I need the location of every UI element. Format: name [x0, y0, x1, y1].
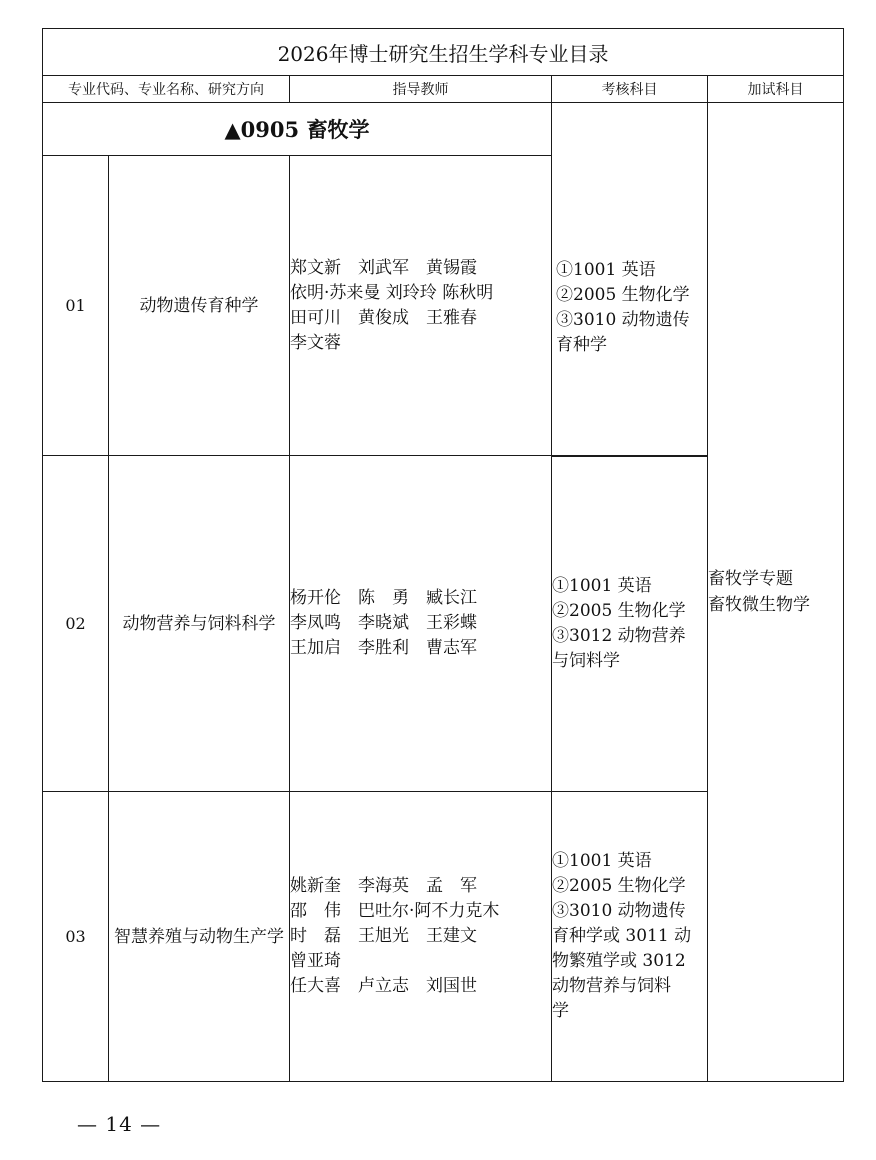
exam-line: 育种学或 3011 动 — [552, 926, 692, 946]
page-title: 2026年博士研究生招生学科专业目录 — [43, 29, 844, 76]
exam-row-divider — [551, 456, 707, 457]
direction-code: 01 — [43, 156, 109, 456]
advisor-line: 王加启 李胜利 曹志军 — [290, 638, 477, 658]
header-exam-subjects: 考核科目 — [552, 76, 708, 103]
advisor-line: 任大喜 卢立志 刘国世 — [290, 976, 477, 996]
direction-name: 智慧养殖与动物生产学 — [109, 792, 290, 1082]
exam-line: ③3010 动物遗传 — [552, 901, 686, 921]
exam-line: ②2005 生物化学 — [552, 876, 686, 896]
advisor-line: 曾亚琦 — [290, 951, 341, 971]
advisor-line: 田可川 黄俊成 王雅春 — [290, 307, 477, 328]
exam-line: 动物营养与饲料 — [552, 976, 671, 996]
exam-list — [552, 456, 708, 792]
extra-subject-1: 畜牧学专题 — [708, 569, 793, 589]
advisor-line: 时 磊 王旭光 王建文 — [290, 926, 477, 946]
direction-name: 动物营养与饲料科学 — [109, 456, 290, 792]
advisor-line: 郑文新 刘武军 黄锡霞 — [290, 257, 477, 278]
exam-list — [552, 792, 708, 1082]
extra-subjects-cell — [708, 103, 844, 1082]
header-direction: 专业代码、专业名称、研究方向 — [43, 76, 290, 103]
exam-line: 与饲料学 — [552, 650, 620, 671]
exam-line: ②2005 生物化学 — [556, 285, 690, 305]
exam-line: 育种学 — [556, 335, 607, 355]
header-extra-subjects: 加试科目 — [708, 76, 844, 103]
direction-code: 03 — [43, 792, 109, 1082]
advisor-list — [290, 456, 552, 792]
exam-line: ①1001 英语 — [552, 575, 652, 596]
catalog-table — [42, 28, 844, 1082]
advisor-line: 李凤鸣 李晓斌 王彩蝶 — [290, 613, 477, 633]
header-advisors: 指导教师 — [290, 76, 552, 103]
exam-line: ①1001 英语 — [552, 851, 652, 871]
advisor-line: 邵 伟 巴吐尔·阿不力克木 — [290, 901, 500, 921]
advisor-line: 李文蓉 — [290, 332, 341, 353]
exam-line: ②2005 生物化学 — [552, 600, 686, 621]
exam-line: ③3012 动物营养 — [552, 625, 686, 646]
advisor-line: 姚新奎 李海英 孟 军 — [290, 876, 477, 896]
exam-line: 学 — [552, 1001, 569, 1021]
advisor-line: 杨开伦 陈 勇 臧长江 — [290, 588, 477, 608]
advisor-list — [290, 792, 552, 1082]
direction-code: 02 — [43, 456, 109, 792]
direction-name: 动物遗传育种学 — [109, 156, 290, 456]
advisor-line: 依明·苏来曼 刘玲玲 陈秋明 — [290, 282, 494, 303]
page-number: — 14 — — [77, 1112, 162, 1136]
major-title: ▲0905 畜牧学 — [43, 103, 552, 156]
advisor-list — [290, 156, 552, 456]
exam-list-01 — [556, 258, 708, 358]
exam-line: ①1001 英语 — [556, 260, 656, 280]
exam-line: 物繁殖学或 3012 — [552, 951, 686, 971]
extra-subject-2: 畜牧微生物学 — [708, 595, 810, 615]
exam-line: ③3010 动物遗传 — [556, 310, 690, 330]
